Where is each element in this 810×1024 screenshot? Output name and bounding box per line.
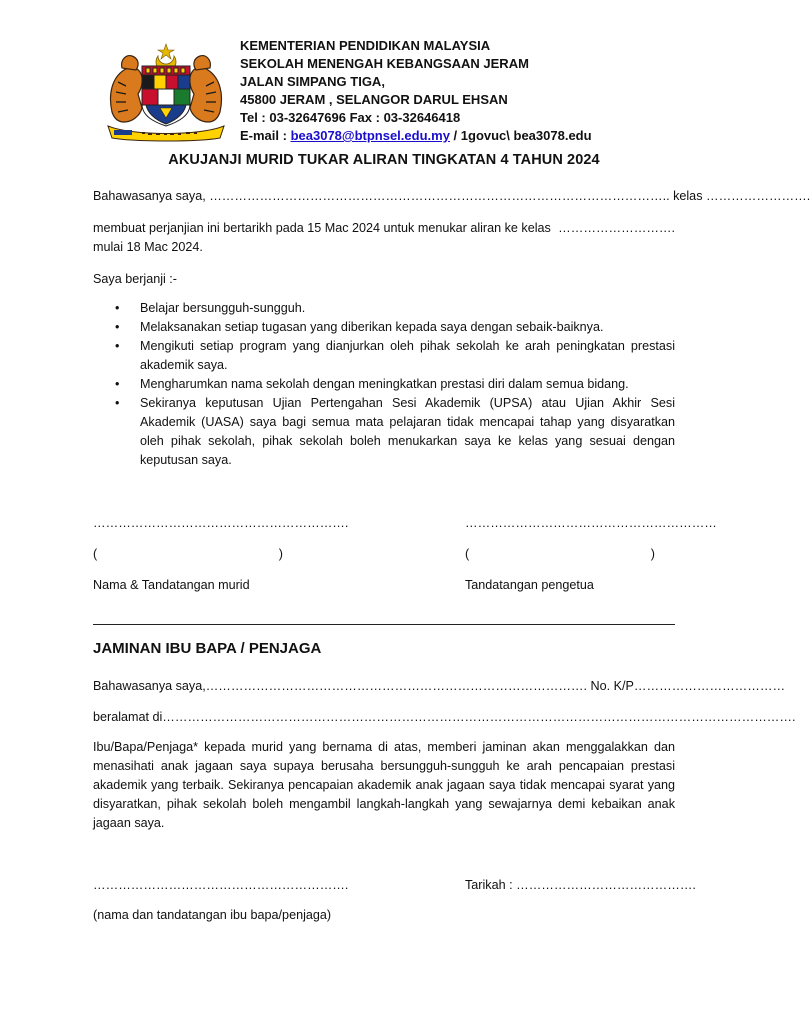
- email-link[interactable]: bea3078@btpnsel.edu.my: [290, 128, 450, 143]
- coat-of-arms-logo-icon: [102, 42, 230, 142]
- principal-signature-label: Tandatangan pengetua: [465, 578, 594, 592]
- address-postcode-city: 45800 JERAM , SELANGOR DARUL EHSAN: [240, 92, 508, 107]
- promise-intro: Saya berjanji :-: [93, 272, 177, 286]
- agreement-statement: [93, 219, 675, 257]
- list-item: • Belajar bersungguh-sungguh.: [93, 299, 675, 318]
- effective-date: mulai 18 Mac 2024.: [93, 240, 203, 254]
- list-item: • Melaksanakan setiap tugasan yang diberikan kepada saya dengan sebaik-baiknya.: [93, 318, 675, 337]
- signature-lines: [93, 514, 717, 533]
- address-street: JALAN SIMPANG TIGA,: [240, 74, 385, 89]
- signature-name-brackets: [93, 545, 675, 564]
- school-header: [240, 37, 710, 145]
- section-divider: [93, 624, 675, 625]
- student-name-bracket: ( ): [93, 547, 283, 561]
- new-class-blank: ……………………….: [558, 221, 675, 235]
- student-name-class-line: Bahawasanya saya, ……………………………………………………………………………………………….. kelas …………………….: [93, 189, 810, 203]
- guardian-section-title: JAMINAN IBU BAPA / PENJAGA: [93, 640, 322, 657]
- bullet-icon: •: [115, 377, 120, 391]
- document-title: AKUJANJI MURID TUKAR ALIRAN TINGKATAN 4 TAHUN 2024: [168, 152, 600, 168]
- guardian-address-line: beralamat di…………………………………………………………………………………………………………………………………….: [93, 710, 796, 724]
- guardian-name-ic-line: Bahawasanya saya,………………………………………………………………………………. No. K/P………………………………: [93, 679, 786, 693]
- date-field: Tarikah : …………………………………….: [465, 878, 696, 892]
- bullet-icon: •: [115, 396, 120, 410]
- bullet-icon: •: [115, 339, 120, 353]
- phone-fax: Tel : 03-32647696 Fax : 03-32646418: [240, 110, 461, 125]
- principal-name-bracket: ( ): [465, 547, 655, 561]
- school-name: SEKOLAH MENENGAH KEBANGSAAN JERAM: [240, 56, 529, 71]
- guardian-signature-line: …………………………………………………….: [93, 878, 349, 892]
- promise-list: [93, 299, 675, 470]
- email-line: [240, 127, 710, 145]
- bullet-icon: •: [115, 301, 120, 315]
- ministry-name: KEMENTERIAN PENDIDIKAN MALAYSIA: [240, 38, 491, 53]
- list-item: • Mengharumkan nama sekolah dengan meningkatkan prestasi diri dalam semua bidang.: [93, 375, 675, 394]
- signature-labels: [93, 576, 675, 595]
- bullet-icon: •: [115, 320, 120, 334]
- list-item: • Sekiranya keputusan Ujian Pertengahan Sesi Akademik (UPSA) atau Ujian Akhir Sesi Akademik (UASA) saya bagi semua mata pelajaran tidak mencapai tahap yang disyaratkan oleh pihak sekolah, pihak sekolah boleh menukarkan saya ke kelas yang sesuai dengan keputusan saya.: [115, 396, 675, 467]
- guardian-signature-label: (nama dan tandatangan ibu bapa/penjaga): [93, 908, 332, 922]
- guardian-guarantee-paragraph: Ibu/Bapa/Penjaga* kepada murid yang bernama di atas, memberi jaminan akan menggalakkan dan menasihati anak jagaan saya supaya berusaha bersungguh-sungguh ke arah pencapaian prestasi akademik yang terbaik. Sekiranya pencapaian akademik anak jagaan saya tidak mencapai syarat yang disyaratkan, pihak sekolah boleh mengambil langkah-langkah yang sewajarnya demi kebaikan anak jagaan saya.: [93, 740, 675, 830]
- student-signature-line: …………………………………………………….: [93, 516, 349, 530]
- email-label: E-mail :: [240, 128, 291, 143]
- student-signature-label: Nama & Tandatangan murid: [93, 578, 250, 592]
- principal-signature-line: ……………………………………………………: [465, 516, 717, 530]
- guardian-signature-row: [93, 876, 696, 895]
- list-item: • Mengikuti setiap program yang dianjurkan oleh pihak sekolah ke arah peningkatan prestasi akademik saya.: [115, 339, 675, 372]
- agreement-text: membuat perjanjian ini bertarikh pada 15 Mac 2024 untuk menukar aliran ke kelas: [93, 221, 551, 235]
- email-rest: / 1govuc\ bea3078.edu: [449, 128, 592, 143]
